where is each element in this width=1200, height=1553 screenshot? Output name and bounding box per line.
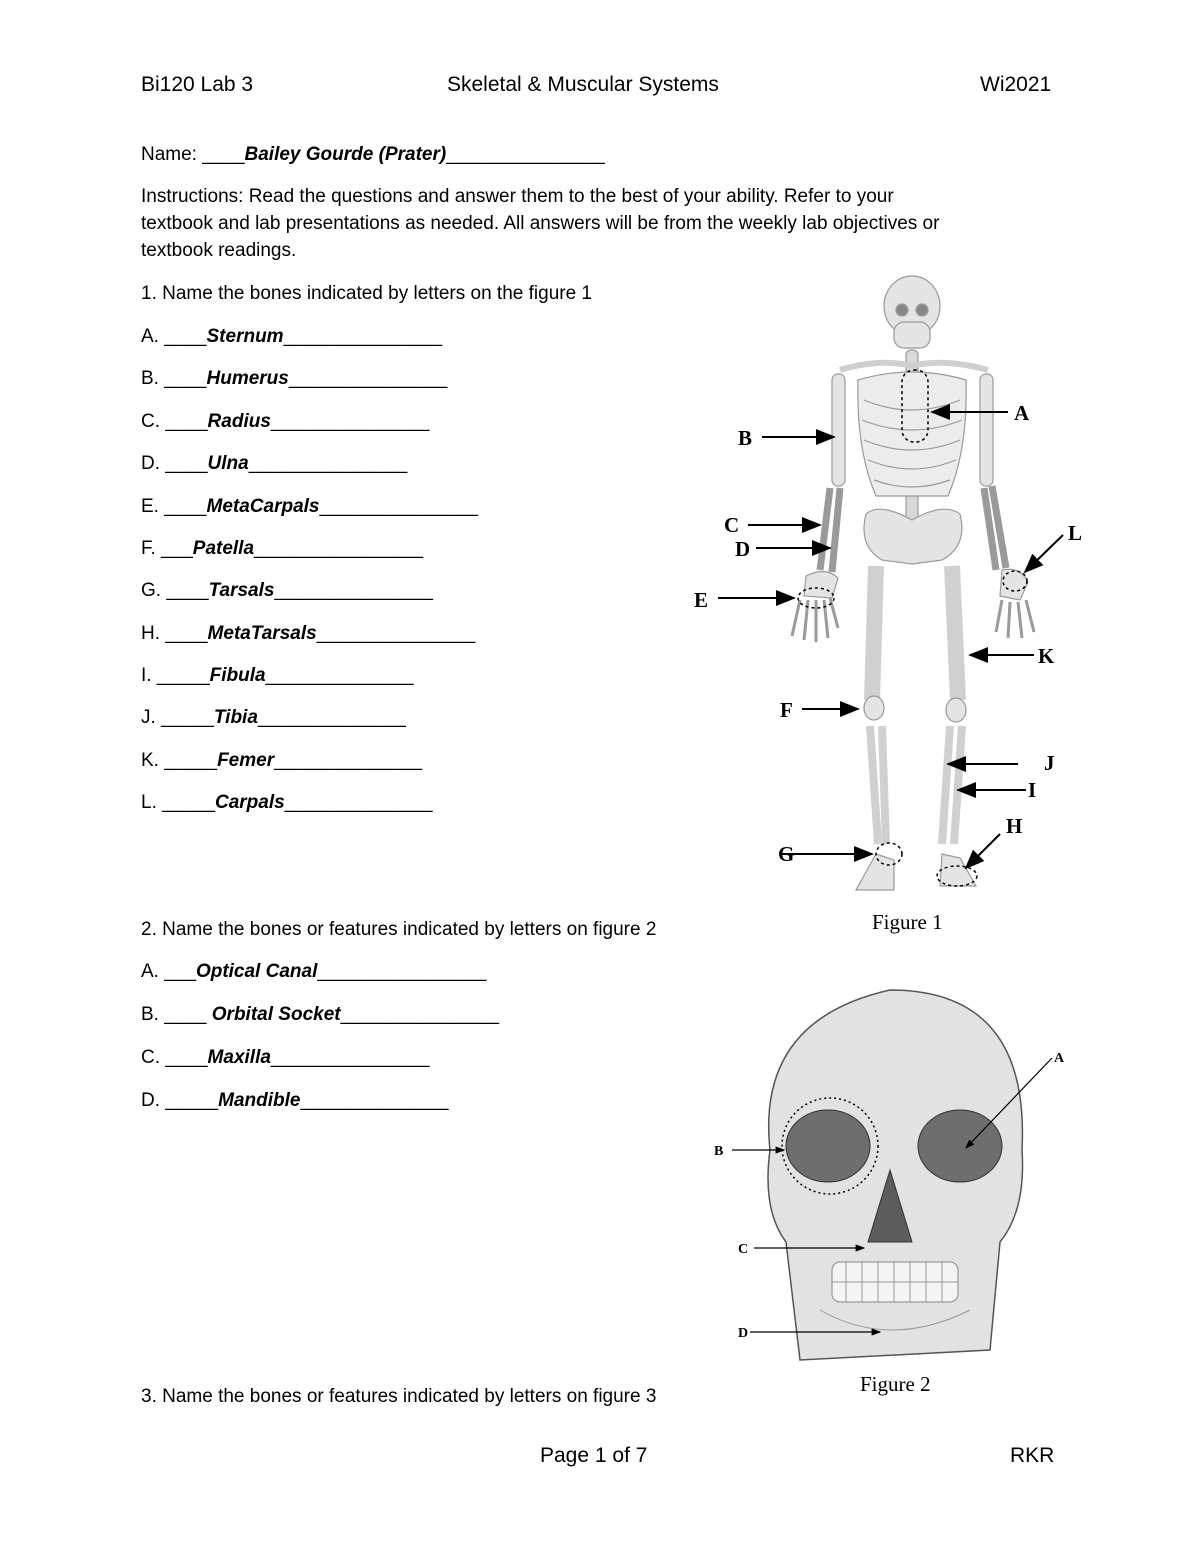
q1-answer-l: [141, 789, 433, 816]
answer-value: Sternum: [206, 326, 284, 347]
fig1-letter-b: B: [738, 426, 753, 450]
footer-page-number: Page 1 of 7: [540, 1444, 648, 1467]
instructions: [141, 183, 939, 264]
answer-underline: _______________: [274, 580, 433, 601]
fig1-letter-k: K: [1038, 644, 1055, 668]
student-name: Bailey Gourde (Prater): [244, 144, 447, 165]
fig1-letter-h: H: [1006, 814, 1023, 838]
fig1-letter-e: E: [694, 588, 709, 612]
fig2-letter-d: D: [738, 1326, 749, 1341]
answer-prefix: C. ____: [141, 1047, 208, 1068]
answer-value: MetaCarpals: [206, 496, 320, 517]
answer-prefix: A. ____: [141, 326, 207, 347]
answer-underline: _______________: [270, 411, 430, 432]
answer-value: MetaTarsals: [207, 623, 317, 644]
name-underline: _______________: [446, 144, 605, 165]
header-course: Bi120 Lab 3: [141, 73, 254, 96]
answer-value: Mandible: [218, 1090, 301, 1111]
answer-underline: ______________: [274, 750, 423, 771]
answer-value: Humerus: [206, 368, 289, 389]
answer-prefix: G. ____: [141, 580, 209, 601]
figure-1-caption: Figure 1: [872, 910, 943, 934]
answer-prefix: H. ____: [141, 623, 208, 644]
q1-answer-c: [141, 408, 429, 435]
answer-underline: _______________: [283, 326, 443, 347]
answer-value: Carpals: [214, 792, 285, 813]
instructions-line-1: Instructions: Read the questions and answer them to the best of your ability. Refer to your: [141, 186, 894, 207]
q1-answer-b: [141, 365, 447, 392]
answer-prefix: K. _____: [141, 750, 218, 771]
q1-answer-k: [141, 747, 422, 774]
answer-prefix: E. ____: [141, 496, 207, 517]
answer-prefix: A. ___: [141, 961, 196, 982]
name-line: [141, 141, 605, 168]
answer-underline: ________________: [317, 961, 487, 982]
figure-2-caption: Figure 2: [860, 1372, 931, 1396]
answer-underline: _______________: [288, 368, 448, 389]
answer-prefix: D. _____: [141, 1090, 219, 1111]
q1-answer-h: [141, 620, 475, 647]
q2-answer-d: [141, 1087, 448, 1114]
header-term: Wi2021: [980, 73, 1052, 96]
q1-answer-g: [141, 577, 433, 604]
skeleton-drawing: [792, 276, 1037, 890]
q2-answer-b: [141, 1001, 499, 1028]
answer-value: Orbital Socket: [211, 1004, 341, 1025]
answer-prefix: D. ____: [141, 453, 208, 474]
instructions-line-2: textbook and lab presentations as needed. All answers will be from the weekly lab objectives or: [141, 213, 940, 234]
fig1-letter-j: J: [1044, 751, 1055, 775]
q1-answer-d: [141, 450, 407, 477]
question-1: 1. Name the bones indicated by letters on the figure 1: [141, 283, 592, 304]
answer-prefix: C. ____: [141, 411, 208, 432]
answer-prefix: B. ____: [141, 368, 207, 389]
header-title: Skeletal & Muscular Systems: [447, 73, 719, 96]
answer-prefix: B. ____: [141, 1004, 212, 1025]
name-label: Name: ____: [141, 144, 245, 165]
answer-underline: ________________: [254, 538, 424, 559]
answer-underline: ______________: [257, 707, 406, 728]
fig1-letter-f: F: [780, 698, 793, 722]
answer-underline: _______________: [319, 496, 479, 517]
fig1-letter-d: D: [735, 537, 751, 561]
answer-value: Radius: [207, 411, 271, 432]
fig2-letter-c: C: [738, 1242, 749, 1257]
answer-value: Maxilla: [207, 1047, 271, 1068]
footer-initials: RKR: [1010, 1444, 1055, 1467]
fig1-letter-g: G: [778, 842, 795, 866]
answer-value: Patella: [192, 538, 255, 559]
answer-prefix: F. ___: [141, 538, 193, 559]
answer-underline: ______________: [265, 665, 414, 686]
figure-1-skeleton: [680, 270, 1100, 910]
q1-answer-a: [141, 323, 442, 350]
answer-underline: _______________: [340, 1004, 500, 1025]
answer-value: Femer: [217, 750, 275, 771]
q1-answer-f: [141, 535, 423, 562]
q2-answer-c: [141, 1044, 429, 1071]
answer-underline: ______________: [284, 792, 433, 813]
answer-value: Tarsals: [208, 580, 275, 601]
skull-drawing: [768, 990, 1023, 1360]
answer-value: Tibia: [213, 707, 258, 728]
fig1-letter-i: I: [1028, 778, 1037, 802]
answer-underline: _______________: [270, 1047, 430, 1068]
fig1-letter-c: C: [724, 513, 740, 537]
answer-underline: _______________: [316, 623, 476, 644]
question-3: 3. Name the bones or features indicated by letters on figure 3: [141, 1386, 657, 1407]
fig1-letter-a: A: [1014, 401, 1030, 425]
answer-value: Optical Canal: [195, 961, 318, 982]
q1-answer-j: [141, 704, 406, 731]
answer-prefix: L. _____: [141, 792, 215, 813]
fig2-letter-a: A: [1054, 1051, 1065, 1066]
answer-prefix: I. _____: [141, 665, 210, 686]
instructions-line-3: textbook readings.: [141, 240, 297, 261]
fig1-letter-l: L: [1068, 521, 1083, 545]
question-2: 2. Name the bones or features indicated by letters on figure 2: [141, 919, 657, 940]
answer-underline: _______________: [248, 453, 408, 474]
q1-answer-i: [141, 662, 414, 689]
answer-value: Fibula: [209, 665, 266, 686]
answer-value: Ulna: [207, 453, 249, 474]
answer-prefix: J. _____: [141, 707, 214, 728]
figure-2-skull: [700, 980, 1080, 1370]
q1-answer-e: [141, 493, 478, 520]
answer-underline: ______________: [300, 1090, 449, 1111]
fig2-letter-b: B: [714, 1144, 724, 1159]
q2-answer-a: [141, 958, 486, 985]
